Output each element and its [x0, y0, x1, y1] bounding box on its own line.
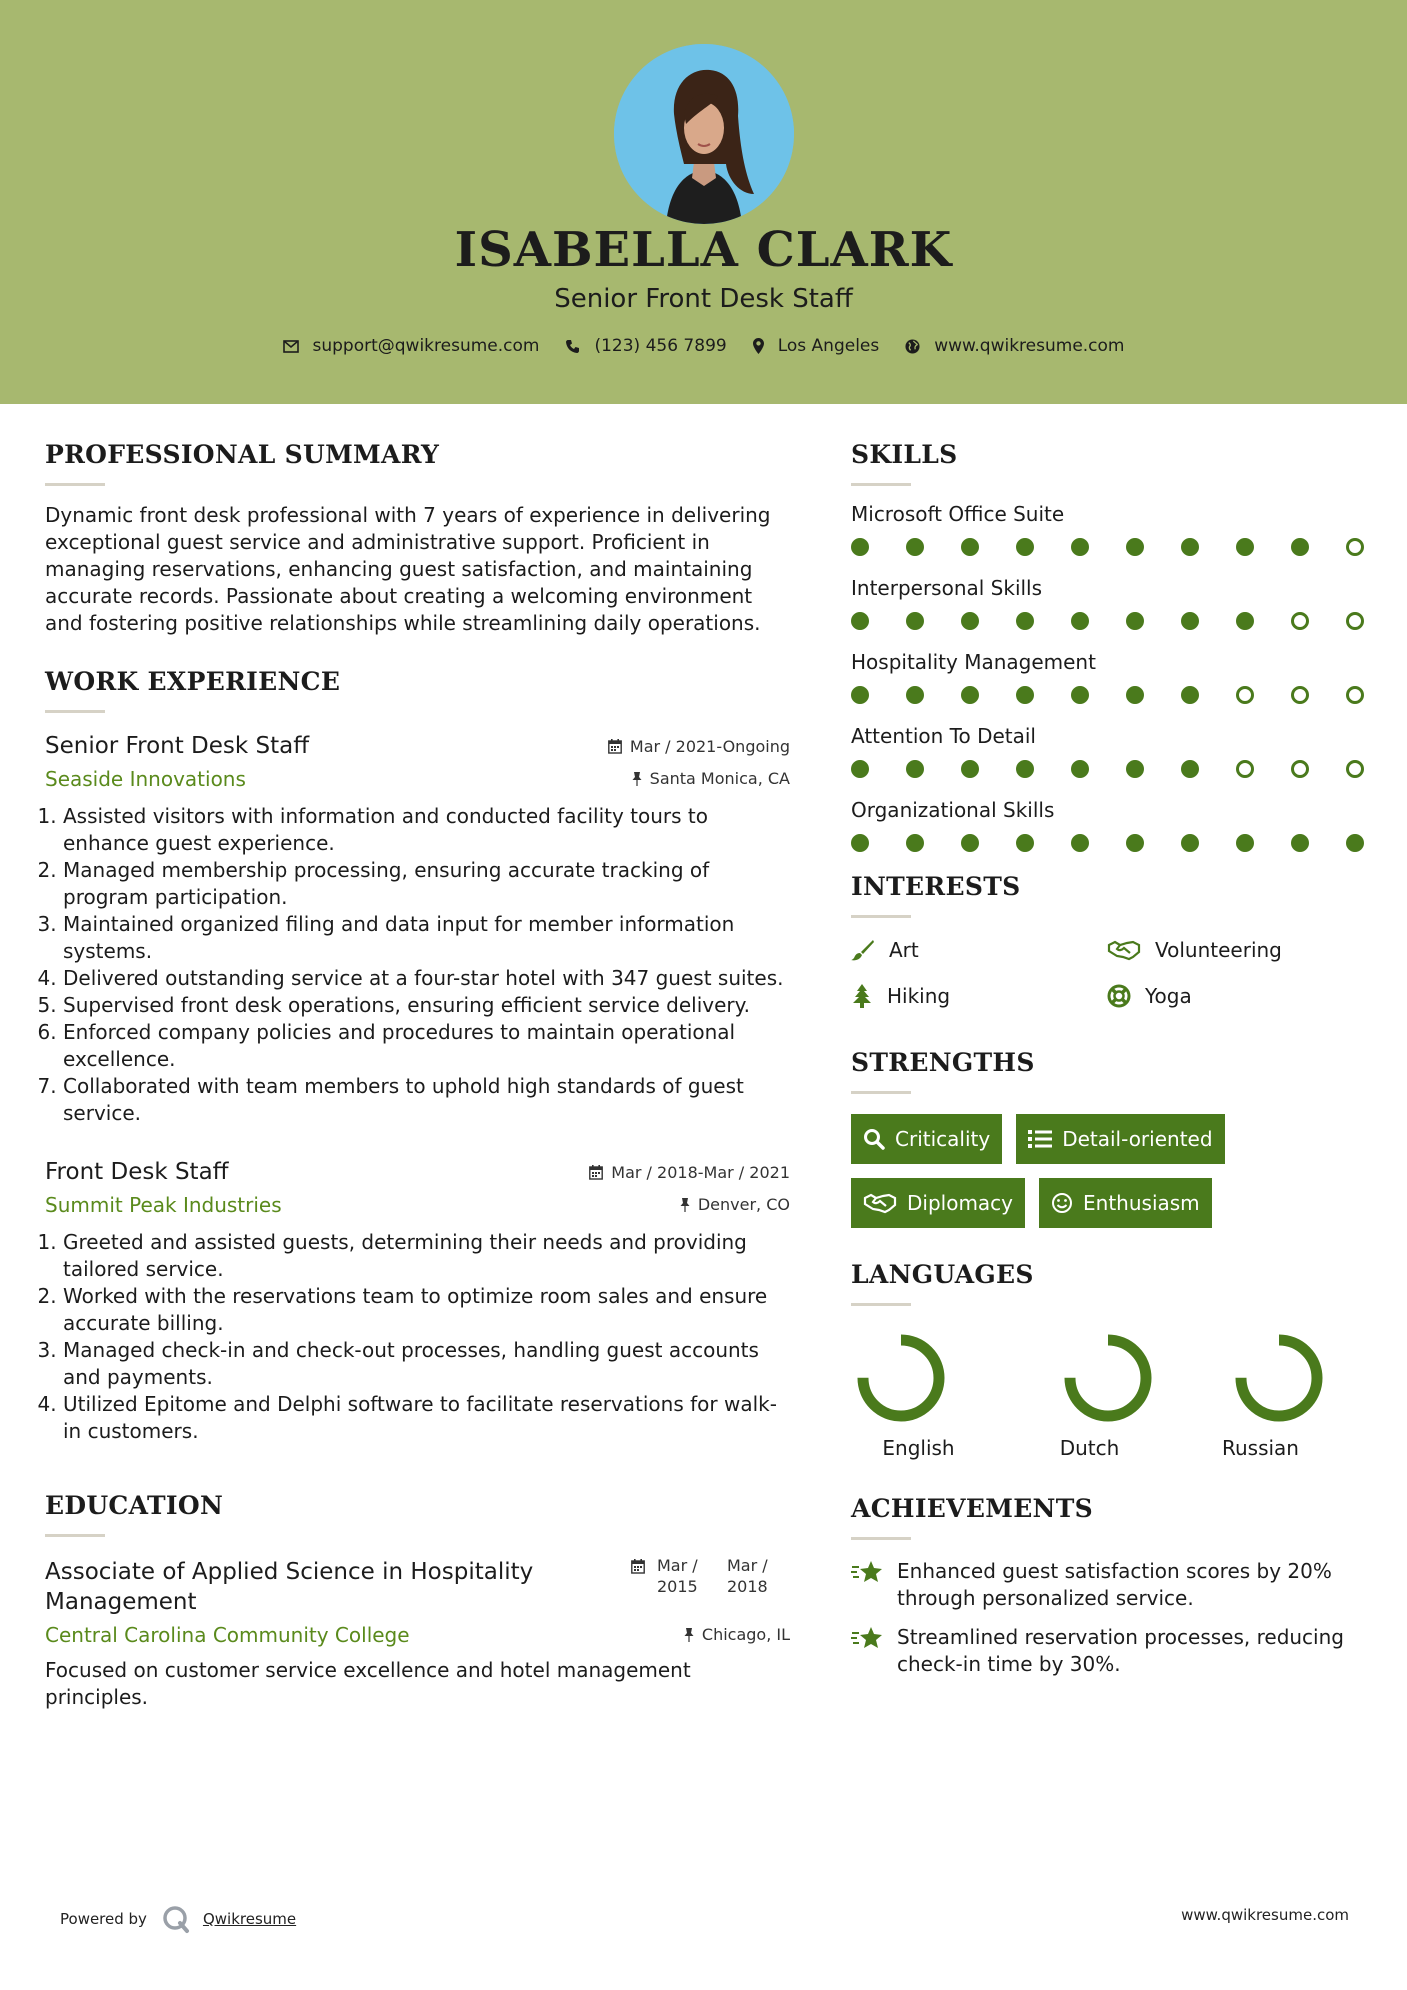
skill-rating [851, 686, 1371, 704]
list-item: 7. Collaborated with team members to uphold high standards of guest service. [63, 1073, 790, 1127]
rating-dot-filled [1236, 612, 1254, 630]
rating-dot-filled [1291, 834, 1309, 852]
candidate-title: Senior Front Desk Staff [554, 284, 853, 314]
powered-by-text: Powered by [60, 1910, 147, 1928]
skill-rating [851, 834, 1371, 852]
rating-dot-filled [1071, 686, 1089, 704]
skill-name: Attention To Detail [851, 724, 1036, 748]
strength-label: Enthusiasm [1083, 1191, 1200, 1215]
job-location [680, 1195, 790, 1214]
rating-dot-filled [1016, 760, 1034, 778]
paintbrush-icon [851, 939, 875, 961]
rating-dot-empty [1291, 686, 1309, 704]
rating-dot-filled [961, 686, 979, 704]
rating-dot-filled [1071, 612, 1089, 630]
rating-dot-filled [1181, 686, 1199, 704]
language-name: English [882, 1436, 955, 1460]
qwikresume-logo-icon [161, 1904, 191, 1934]
list-item: 5. Supervised front desk operations, ensuring efficient service delivery. [63, 992, 790, 1019]
rating-dot-filled [1126, 834, 1144, 852]
website-text: www.qwikresume.com [934, 336, 1125, 356]
envelope-icon [283, 340, 299, 353]
strengths-section [851, 1048, 1371, 1242]
section-divider [45, 483, 105, 486]
interest-item [851, 934, 1107, 966]
contact-email[interactable] [283, 336, 540, 356]
strength-tag [851, 1114, 1002, 1164]
rating-dot-filled [1346, 834, 1364, 852]
summary-text: Dynamic front desk professional with 7 years of experience in delivering exceptional guest service and administrative support. Proficient in managing reservations, enhancing guest satisfaction, and maintaining accurate records. Passionate about creating a welcoming environment and fostering positive relationships while streamlining daily operations. [45, 503, 771, 635]
interest-item [851, 980, 1107, 1012]
rating-dot-empty [1346, 538, 1364, 556]
job-location-text: Santa Monica, CA [649, 769, 790, 788]
job-date-text: Mar / 2021-Ongoing [629, 737, 790, 756]
job-title: Front Desk Staff [45, 1159, 229, 1185]
strength-label: Detail-oriented [1062, 1127, 1213, 1151]
rating-dot-filled [1071, 538, 1089, 556]
strength-label: Criticality [895, 1127, 991, 1151]
languages-section [851, 1260, 1371, 1460]
degree-title: Associate of Applied Science in Hospitality Management [45, 1559, 534, 1615]
rating-dot-filled [851, 538, 869, 556]
list-item: 4. Delivered outstanding service at a four-star hotel with 347 guest suites. [63, 965, 790, 992]
section-divider [851, 915, 911, 918]
rating-dot-filled [1236, 538, 1254, 556]
footer-website[interactable]: www.qwikresume.com [1181, 1906, 1349, 1924]
rating-dot-filled [851, 760, 869, 778]
rating-dot-filled [906, 612, 924, 630]
interest-label: Art [889, 938, 919, 962]
skill-name: Microsoft Office Suite [851, 502, 1065, 526]
language-ring-arc [863, 1340, 939, 1416]
summary-section [45, 440, 790, 637]
rating-dot-filled [906, 760, 924, 778]
lifering-icon [1107, 984, 1131, 1008]
brand-link[interactable]: Qwikresume [202, 1910, 297, 1928]
rating-dot-filled [1126, 686, 1144, 704]
globe-icon [905, 339, 920, 354]
rating-dot-empty [1236, 760, 1254, 778]
rating-dot-filled [961, 834, 979, 852]
section-divider [45, 1534, 105, 1537]
job-date [608, 737, 790, 756]
right-column [851, 440, 1371, 1690]
job-location [632, 769, 790, 788]
rating-dot-filled [1071, 760, 1089, 778]
job-date [589, 1163, 790, 1182]
skill-name: Hospitality Management [851, 650, 1096, 674]
star-award-icon [851, 1624, 885, 1652]
strength-tag [1016, 1114, 1224, 1164]
rating-dot-filled [1126, 538, 1144, 556]
strength-tag [1039, 1178, 1212, 1228]
map-pin-icon [753, 338, 764, 354]
language-ring [851, 1328, 951, 1428]
education-location [684, 1625, 790, 1644]
skill-name: Interpersonal Skills [851, 576, 1043, 600]
list-icon [1028, 1129, 1052, 1149]
contact-phone[interactable] [565, 336, 726, 356]
experience-section [45, 667, 790, 1445]
rating-dot-filled [1236, 834, 1254, 852]
pushpin-icon [632, 772, 642, 786]
language-name: Russian [1221, 1436, 1299, 1460]
education-section [45, 1491, 790, 1711]
rating-dot-empty [1346, 612, 1364, 630]
interests-section [851, 872, 1371, 1012]
job-company: Seaside Innovations [45, 767, 246, 791]
rating-dot-filled [851, 834, 869, 852]
calendar-icon [631, 1559, 645, 1574]
skill-rating [851, 612, 1371, 630]
smile-icon [1051, 1192, 1073, 1214]
achievement-item [851, 1558, 1371, 1612]
achievement-text: Streamlined reservation processes, reducing check-in time by 30%. [897, 1625, 1344, 1676]
list-item: 1. Greeted and assisted guests, determining their needs and providing tailored service. [63, 1229, 790, 1283]
interests-list [851, 934, 1371, 1012]
phone-icon [565, 339, 580, 354]
contact-row [0, 336, 1407, 356]
rating-dot-filled [1181, 538, 1199, 556]
section-divider [851, 1537, 911, 1540]
strength-tag [851, 1178, 1025, 1228]
skills-section [851, 440, 1371, 852]
interest-item [1107, 934, 1363, 966]
rating-dot-filled [1181, 760, 1199, 778]
rating-dot-filled [1291, 538, 1309, 556]
rating-dot-empty [1291, 760, 1309, 778]
interest-label: Volunteering [1155, 938, 1282, 962]
section-divider [851, 483, 911, 486]
handshake-icon [1107, 939, 1141, 961]
achievement-item [851, 1624, 1371, 1678]
language-ring-arc [1241, 1340, 1317, 1416]
job-location-text: Denver, CO [697, 1195, 790, 1214]
left-column [45, 440, 790, 1711]
job-bullets [45, 803, 790, 1127]
list-item: 3. Managed check-in and check-out processes, handling guest accounts and payments. [63, 1337, 790, 1391]
rating-dot-filled [1181, 834, 1199, 852]
section-divider [45, 710, 105, 713]
candidate-name: ISABELLA CLARK [454, 222, 953, 278]
list-item: 2. Worked with the reservations team to optimize room sales and ensure accurate billing. [63, 1283, 790, 1337]
interest-item [1107, 980, 1363, 1012]
skill-name: Organizational Skills [851, 798, 1055, 822]
language-ring-arc [1070, 1340, 1146, 1416]
list-item: 3. Maintained organized filing and data input for member information systems. [63, 911, 790, 965]
rating-dot-filled [851, 612, 869, 630]
strengths-title: STRENGTHS [851, 1048, 1035, 1077]
language-name: Dutch [1059, 1436, 1120, 1460]
email-text: support@qwikresume.com [312, 336, 540, 356]
phone-text: (123) 456 7899 [594, 336, 727, 356]
rating-dot-filled [851, 686, 869, 704]
education-description: Focused on customer service excellence and hotel management principles. [45, 1658, 691, 1709]
job-bullets [45, 1229, 790, 1445]
rating-dot-filled [1016, 686, 1034, 704]
rating-dot-empty [1291, 612, 1309, 630]
education-end-date: Mar / 2018 [727, 1556, 768, 1596]
rating-dot-filled [1126, 760, 1144, 778]
languages-title: LANGUAGES [851, 1260, 1034, 1289]
experience-title: WORK EXPERIENCE [45, 667, 341, 696]
rating-dot-empty [1236, 686, 1254, 704]
pushpin-icon [684, 1628, 694, 1642]
strength-label: Diplomacy [907, 1191, 1014, 1215]
job-entry [45, 733, 790, 1127]
tree-icon [851, 984, 873, 1008]
rating-dot-filled [906, 834, 924, 852]
achievement-text: Enhanced guest satisfaction scores by 20% through personalized service. [897, 1559, 1332, 1610]
job-title: Senior Front Desk Staff [45, 733, 310, 759]
languages-list [851, 1328, 1371, 1460]
list-item: 1. Assisted visitors with information and conducted facility tours to enhance guest experience. [63, 803, 790, 857]
rating-dot-filled [1016, 612, 1034, 630]
list-item: 2. Managed membership processing, ensuring accurate tracking of program participation. [63, 857, 790, 911]
profile-photo [614, 44, 794, 224]
person-photo-icon [614, 44, 794, 224]
handshake-icon [863, 1192, 897, 1214]
job-entry [45, 1159, 790, 1445]
calendar-icon [608, 739, 622, 754]
rating-dot-filled [906, 686, 924, 704]
language-ring [1229, 1328, 1329, 1428]
rating-dot-filled [1071, 834, 1089, 852]
star-award-icon [851, 1558, 885, 1586]
rating-dot-filled [961, 760, 979, 778]
rating-dot-filled [961, 538, 979, 556]
search-icon [863, 1128, 885, 1150]
rating-dot-empty [1346, 760, 1364, 778]
interests-title: INTERESTS [851, 872, 1021, 901]
rating-dot-filled [961, 612, 979, 630]
contact-website[interactable] [905, 336, 1124, 356]
interest-label: Hiking [887, 984, 951, 1008]
skills-list [851, 502, 1371, 852]
resume-header [0, 0, 1407, 404]
summary-title: PROFESSIONAL SUMMARY [45, 440, 440, 469]
list-item: 6. Enforced company policies and procedures to maintain operational excellence. [63, 1019, 790, 1073]
job-company: Summit Peak Industries [45, 1193, 282, 1217]
list-item: 4. Utilized Epitome and Delphi software to facilitate reservations for walk-in customers. [63, 1391, 790, 1445]
achievements-section [851, 1494, 1371, 1678]
section-divider [851, 1091, 911, 1094]
achievements-title: ACHIEVEMENTS [851, 1494, 1093, 1523]
calendar-icon [589, 1165, 603, 1180]
rating-dot-filled [1181, 612, 1199, 630]
pushpin-icon [680, 1198, 690, 1212]
education-dates [631, 1555, 785, 1597]
section-divider [851, 1303, 911, 1306]
language-ring [1058, 1328, 1158, 1428]
strengths-list [851, 1114, 1371, 1242]
footer-branding [60, 1904, 296, 1934]
job-date-text: Mar / 2018-Mar / 2021 [611, 1163, 790, 1182]
rating-dot-filled [1016, 834, 1034, 852]
education-location-text: Chicago, IL [701, 1625, 790, 1644]
language-item [1193, 1328, 1364, 1460]
rating-dot-filled [1126, 612, 1144, 630]
rating-dot-empty [1346, 686, 1364, 704]
education-start-date: Mar / 2015 [657, 1556, 698, 1596]
school-name: Central Carolina Community College [45, 1623, 410, 1647]
contact-location [753, 336, 880, 356]
education-title: EDUCATION [45, 1491, 224, 1520]
rating-dot-filled [1016, 538, 1034, 556]
skill-rating [851, 538, 1371, 556]
location-text: Los Angeles [777, 336, 880, 356]
skills-title: SKILLS [851, 440, 958, 469]
interest-label: Yoga [1145, 984, 1192, 1008]
skill-rating [851, 760, 1371, 778]
rating-dot-filled [906, 538, 924, 556]
